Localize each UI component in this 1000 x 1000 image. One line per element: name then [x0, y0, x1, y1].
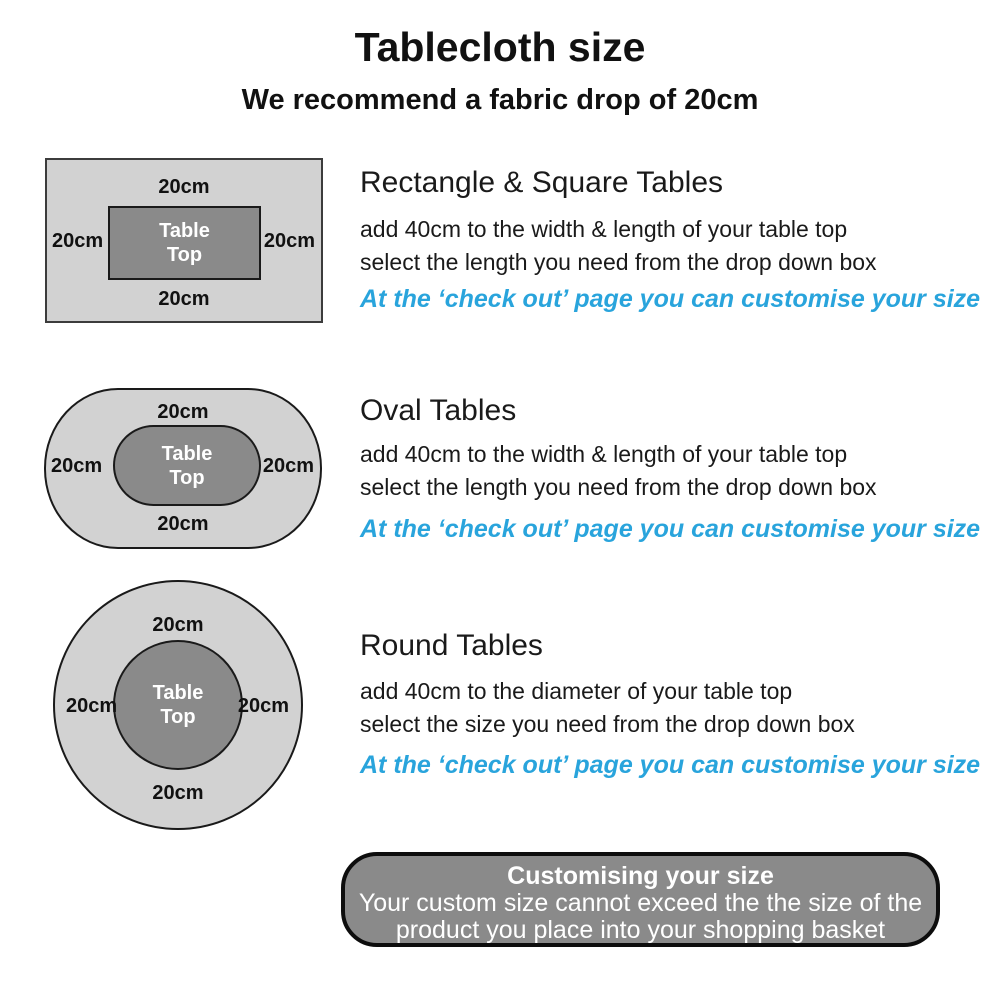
rectangle-customise-note: At the ‘check out’ page you can customise your size	[360, 285, 981, 313]
oval-tablecloth-diagram	[44, 388, 322, 549]
round-tablecloth-diagram	[53, 580, 303, 830]
drop-label-right: 20cm	[263, 230, 315, 252]
oval-section-body	[360, 438, 877, 504]
drop-label-bottom: 20cm	[157, 513, 209, 535]
drop-label-right: 20cm	[237, 695, 289, 717]
round-tabletop	[113, 640, 243, 770]
rectangle-body-line1: add 40cm to the width & length of your table top	[360, 216, 848, 242]
round-section-heading: Round Tables	[360, 629, 543, 662]
tabletop-label-line1: Table	[161, 442, 213, 465]
oval-body-line1: add 40cm to the width & length of your table top	[360, 441, 848, 467]
footer-box-line2: product you place into your shopping basket	[395, 916, 886, 944]
drop-label-bottom: 20cm	[158, 288, 210, 310]
round-body-line2: select the size you need from the drop down box	[360, 711, 855, 737]
round-section-body	[360, 675, 855, 741]
drop-label-left: 20cm	[52, 230, 104, 252]
tabletop-label-line2: Top	[160, 706, 196, 728]
drop-label-top: 20cm	[152, 614, 204, 636]
footer-box-heading: Customising your size	[507, 862, 774, 890]
round-body-line1: add 40cm to the diameter of your table top	[360, 678, 793, 704]
rectangle-section-heading: Rectangle & Square Tables	[360, 166, 724, 199]
drop-label-top: 20cm	[157, 401, 209, 423]
page-title: Tablecloth size	[354, 24, 646, 70]
tabletop-label-line2: Top	[166, 244, 203, 266]
tabletop-label-line2: Top	[169, 466, 205, 489]
customising-size-note-box	[341, 852, 940, 947]
drop-label-top: 20cm	[158, 176, 210, 198]
rectangle-tabletop	[108, 206, 261, 280]
rectangle-tablecloth-diagram	[45, 158, 323, 323]
oval-customise-note: At the ‘check out’ page you can customise your size	[360, 515, 981, 543]
drop-label-left: 20cm	[66, 695, 118, 717]
oval-body-line2: select the length you need from the drop down box	[360, 474, 877, 500]
rectangle-section-body	[360, 213, 877, 279]
tabletop-label-line1: Table	[152, 682, 204, 704]
tabletop-label-line1: Table	[159, 220, 210, 242]
drop-label-bottom: 20cm	[152, 782, 204, 804]
page-subtitle: We recommend a fabric drop of 20cm	[241, 84, 759, 116]
oval-section-heading: Oval Tables	[360, 394, 517, 427]
rectangle-body-line2: select the length you need from the drop down box	[360, 249, 877, 275]
round-customise-note: At the ‘check out’ page you can customise your size	[360, 751, 981, 779]
drop-label-left: 20cm	[51, 455, 103, 477]
drop-label-right: 20cm	[262, 455, 314, 477]
footer-box-line1: Your custom size cannot exceed the the size of the	[358, 889, 923, 917]
oval-tabletop	[113, 425, 261, 506]
